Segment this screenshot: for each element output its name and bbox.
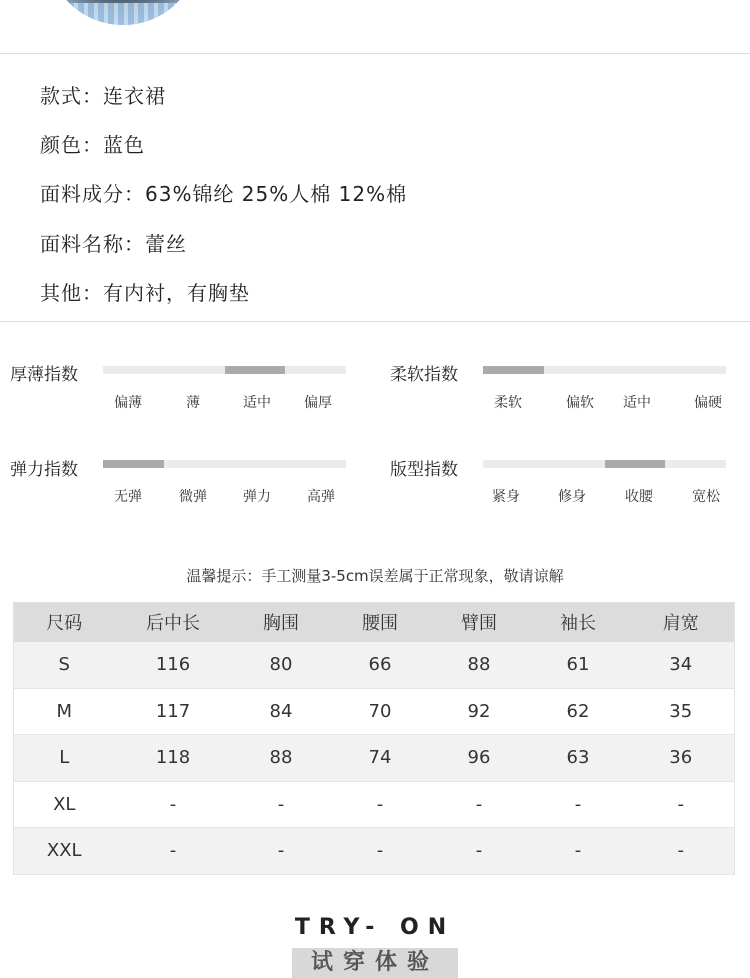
index-level: 偏软 xyxy=(566,395,594,411)
spec-fabric-composition: 面料成分：63%锦纶 25%人棉 12%棉 xyxy=(40,182,408,206)
table-cell: - xyxy=(529,781,628,828)
table-cell: 84 xyxy=(232,688,331,735)
column-header: 臂围 xyxy=(461,613,497,635)
table-cell: M xyxy=(14,688,115,735)
table-cell: 74 xyxy=(331,735,430,782)
divider xyxy=(0,321,750,322)
index-title: 版型指数 xyxy=(390,460,458,480)
table-cell: 66 xyxy=(331,642,430,689)
table-cell: - xyxy=(115,781,232,828)
index-bar xyxy=(483,366,726,374)
spec-style: 款式：连衣裙 xyxy=(40,84,166,108)
index-level: 偏薄 xyxy=(114,395,142,411)
table-cell: 61 xyxy=(529,642,628,689)
table-cell: S xyxy=(14,642,115,689)
size-table xyxy=(13,602,735,875)
index-level: 薄 xyxy=(186,395,200,411)
table-cell: - xyxy=(115,828,232,875)
table-cell: - xyxy=(529,828,628,875)
try-on-heading: TRY- ON xyxy=(294,915,456,940)
column-header: 后中长 xyxy=(146,613,200,635)
table-cell: 88 xyxy=(430,642,529,689)
table-cell: - xyxy=(331,828,430,875)
table-cell: - xyxy=(430,828,529,875)
index-title: 厚薄指数 xyxy=(10,365,78,385)
table-cell: 62 xyxy=(529,688,628,735)
index-level: 弹力 xyxy=(243,489,271,505)
table-cell: 80 xyxy=(232,642,331,689)
index-title: 柔软指数 xyxy=(390,365,458,385)
table-cell: 70 xyxy=(331,688,430,735)
table-cell: - xyxy=(232,828,331,875)
table-cell: L xyxy=(14,735,115,782)
index-level: 偏硬 xyxy=(694,395,722,411)
table-row xyxy=(14,828,735,875)
try-on-subtitle: 试穿体验 xyxy=(292,948,458,978)
table-cell: 36 xyxy=(628,735,735,782)
table-cell: - xyxy=(232,781,331,828)
column-header: 胸围 xyxy=(263,613,299,635)
index-bar xyxy=(483,460,726,468)
index-title: 弹力指数 xyxy=(10,460,78,480)
table-cell: - xyxy=(331,781,430,828)
table-cell: XXL xyxy=(14,828,115,875)
divider xyxy=(0,53,750,54)
table-cell: - xyxy=(628,781,735,828)
index-bar xyxy=(103,366,346,374)
index-level: 偏厚 xyxy=(304,395,332,411)
index-level: 紧身 xyxy=(492,489,520,505)
index-level: 收腰 xyxy=(625,489,653,505)
table-cell: 34 xyxy=(628,642,735,689)
table-cell: - xyxy=(628,828,735,875)
table-row xyxy=(14,781,735,828)
table-row xyxy=(14,642,735,689)
index-level: 微弹 xyxy=(179,489,207,505)
table-cell: - xyxy=(430,781,529,828)
table-cell: 92 xyxy=(430,688,529,735)
table-cell: 88 xyxy=(232,735,331,782)
table-row xyxy=(14,735,735,782)
index-level: 宽松 xyxy=(692,489,720,505)
table-cell: 63 xyxy=(529,735,628,782)
product-photo xyxy=(48,0,198,25)
spec-fabric-name: 面料名称：蕾丝 xyxy=(40,232,187,256)
index-level: 适中 xyxy=(623,395,651,411)
table-row xyxy=(14,688,735,735)
index-level: 修身 xyxy=(558,489,586,505)
index-level: 适中 xyxy=(243,395,271,411)
index-level: 高弹 xyxy=(307,489,335,505)
index-level: 柔软 xyxy=(494,395,522,411)
table-header-row xyxy=(14,603,735,642)
column-header: 肩宽 xyxy=(662,613,699,635)
table-cell: 117 xyxy=(115,688,232,735)
index-bar xyxy=(103,460,346,468)
table-cell: 118 xyxy=(115,735,232,782)
index-bar-selected xyxy=(103,460,164,468)
index-bar-selected xyxy=(483,366,544,374)
index-bar-selected xyxy=(605,460,666,468)
measurement-tip: 温馨提示：手工测量3-5cm误差属于正常现象，敬请谅解 xyxy=(186,567,564,585)
column-header: 腰围 xyxy=(362,613,398,635)
column-header: 尺码 xyxy=(46,613,83,635)
table-cell: 35 xyxy=(628,688,735,735)
column-header: 袖长 xyxy=(560,613,596,635)
table-cell: 96 xyxy=(430,735,529,782)
spec-color: 颜色：蓝色 xyxy=(40,133,145,157)
spec-other: 其他：有内衬，有胸垫 xyxy=(40,281,250,305)
table-cell: 116 xyxy=(115,642,232,689)
index-level: 无弹 xyxy=(114,489,142,505)
index-bar-selected xyxy=(225,366,286,374)
table-cell: XL xyxy=(14,781,115,828)
